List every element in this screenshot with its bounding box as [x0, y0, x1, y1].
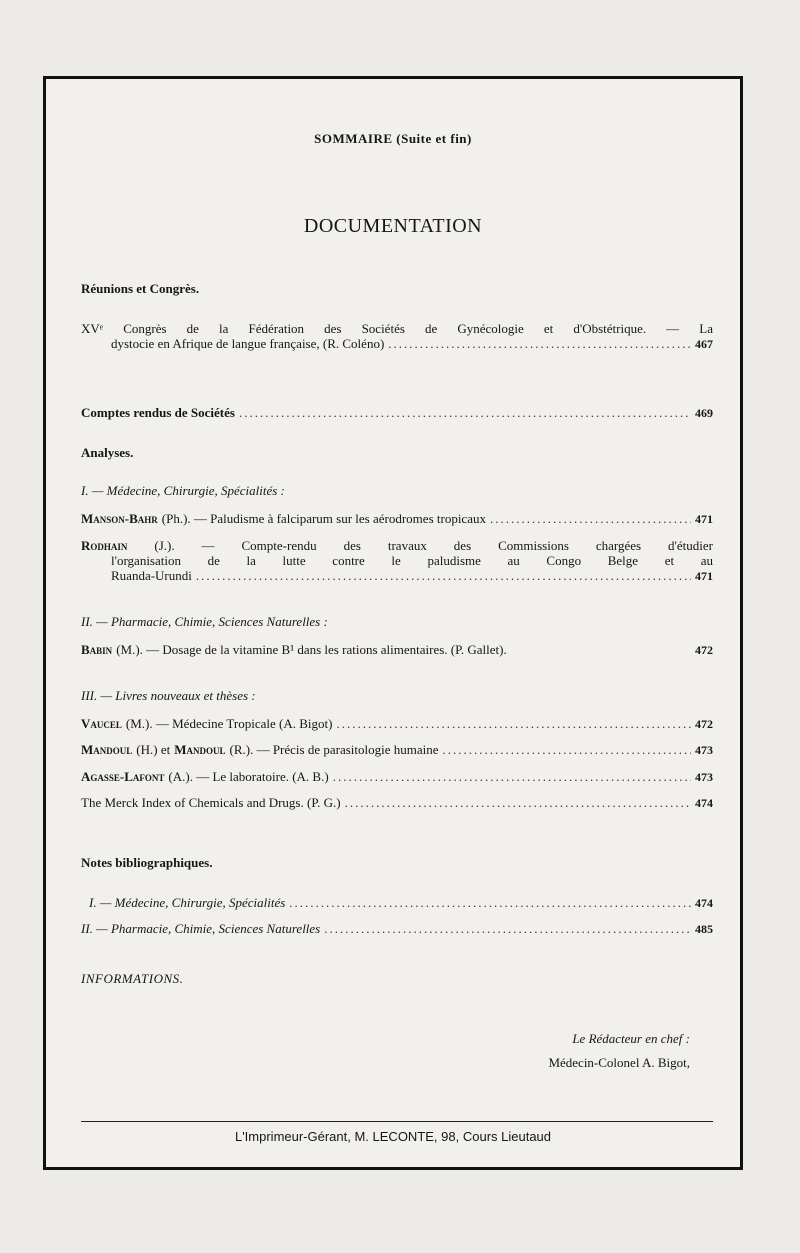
analyses-entry-vaucel	[81, 716, 713, 732]
entry-text: (M.). — Médecine Tropicale (A. Bigot)	[125, 716, 333, 731]
analyses-heading: Analyses.	[81, 445, 134, 460]
entry-text: (R.). — Précis de parasitologie humaine	[229, 742, 439, 757]
page-number: 471	[695, 569, 713, 583]
editor-name	[548, 1055, 690, 1071]
dot-leader	[239, 405, 691, 420]
page-number: 472	[695, 717, 713, 731]
notes-entry-i	[81, 895, 713, 911]
dot-leader	[388, 336, 691, 351]
analyses-entry-agasse	[81, 769, 713, 785]
dot-leader	[333, 769, 691, 784]
editor-name-text: Médecin-Colonel A. Bigot,	[548, 1055, 690, 1070]
entry-text: (H.) et	[136, 742, 171, 757]
author: Vaucel	[81, 716, 122, 731]
author: Agasse-Lafont	[81, 769, 165, 784]
page-number: 472	[695, 643, 713, 657]
page-number: 474	[695, 796, 713, 810]
reunions-entry-line2	[81, 336, 713, 352]
entry-text: (Ph.). — Paludisme à falciparum sur les aérodromes tropicaux	[161, 511, 486, 526]
entry-line3	[81, 568, 713, 584]
page-frame	[43, 76, 743, 1170]
reunions-entry-line1: XVᵉ Congrès de la Fédération des Sociétés de Gynécologie et d'Obstétrique. — La	[81, 321, 713, 336]
dot-leader	[324, 921, 691, 936]
entry-text: II. — Pharmacie, Chimie, Sciences Naturelles	[81, 921, 321, 936]
analyses-group3-title: III. — Livres nouveaux et thèses :	[81, 688, 256, 703]
footer-rule	[81, 1121, 713, 1122]
notes-heading: Notes bibliographiques.	[81, 855, 213, 870]
author: Rodhain	[81, 538, 128, 553]
entry-line1	[81, 538, 713, 553]
analyses-entry-merck	[81, 795, 713, 811]
dot-leader	[490, 511, 691, 526]
author: Mandoul	[81, 742, 133, 757]
entry-line2: l'organisation de la lutte contre le paludisme au Congo Belge et au	[111, 553, 713, 568]
page-number: 471	[695, 512, 713, 526]
author: Mandoul	[174, 742, 226, 757]
section-title: DOCUMENTATION	[303, 215, 483, 237]
dot-leader	[289, 895, 691, 910]
entry-text: The Merck Index of Chemicals and Drugs. (P. G.)	[81, 795, 341, 810]
author: Babin	[81, 642, 113, 657]
analyses-group1-title: I. — Médecine, Chirurgie, Spécialités :	[81, 483, 285, 498]
dot-leader	[443, 742, 691, 757]
page-number: 467	[695, 337, 713, 351]
analyses-entry-manson	[81, 511, 713, 527]
dot-leader	[196, 568, 691, 583]
dot-leader	[336, 716, 691, 731]
author: Manson-Bahr	[81, 511, 158, 526]
entry-text: (M.). — Dosage de la vitamine B¹ dans les rations alimentaires. (P. Gallet).	[116, 642, 507, 657]
dot-leader	[345, 795, 691, 810]
analyses-entry-babin	[81, 642, 713, 658]
entry-text: I. — Médecine, Chirurgie, Spécialités	[89, 895, 286, 910]
informations-heading: INFORMATIONS.	[81, 971, 184, 986]
page-number: 473	[695, 743, 713, 757]
page-number: 469	[695, 406, 713, 420]
entry-text: (J.). — Compte-rendu des travaux des Commissions chargées d'étudier	[154, 538, 713, 553]
printer-footer: L'Imprimeur-Gérant, M. LECONTE, 98, Cours Lieutaud	[234, 1129, 552, 1144]
page-number: 474	[695, 896, 713, 910]
comptes-row	[81, 405, 713, 421]
page-number: 485	[695, 922, 713, 936]
entry-text: Ruanda-Urundi	[111, 568, 192, 583]
reunions-entry	[81, 321, 713, 352]
page-number: 473	[695, 770, 713, 784]
analyses-group2-title: II. — Pharmacie, Chimie, Sciences Naturelles :	[81, 614, 328, 629]
analyses-entry-rodhain	[81, 538, 713, 584]
reunions-entry-text: dystocie en Afrique de langue française, (R. Coléno)	[111, 336, 385, 351]
editor-role: Le Rédacteur en chef :	[572, 1031, 690, 1046]
comptes-heading: Comptes rendus de Sociétés	[81, 405, 235, 420]
entry-text: (A.). — Le laboratoire. (A. B.)	[168, 769, 329, 784]
analyses-entry-mandoul	[81, 742, 713, 758]
notes-entry-ii	[81, 921, 713, 937]
summary-title: SOMMAIRE (Suite et fin)	[314, 131, 472, 146]
reunions-heading: Réunions et Congrès.	[81, 281, 200, 296]
